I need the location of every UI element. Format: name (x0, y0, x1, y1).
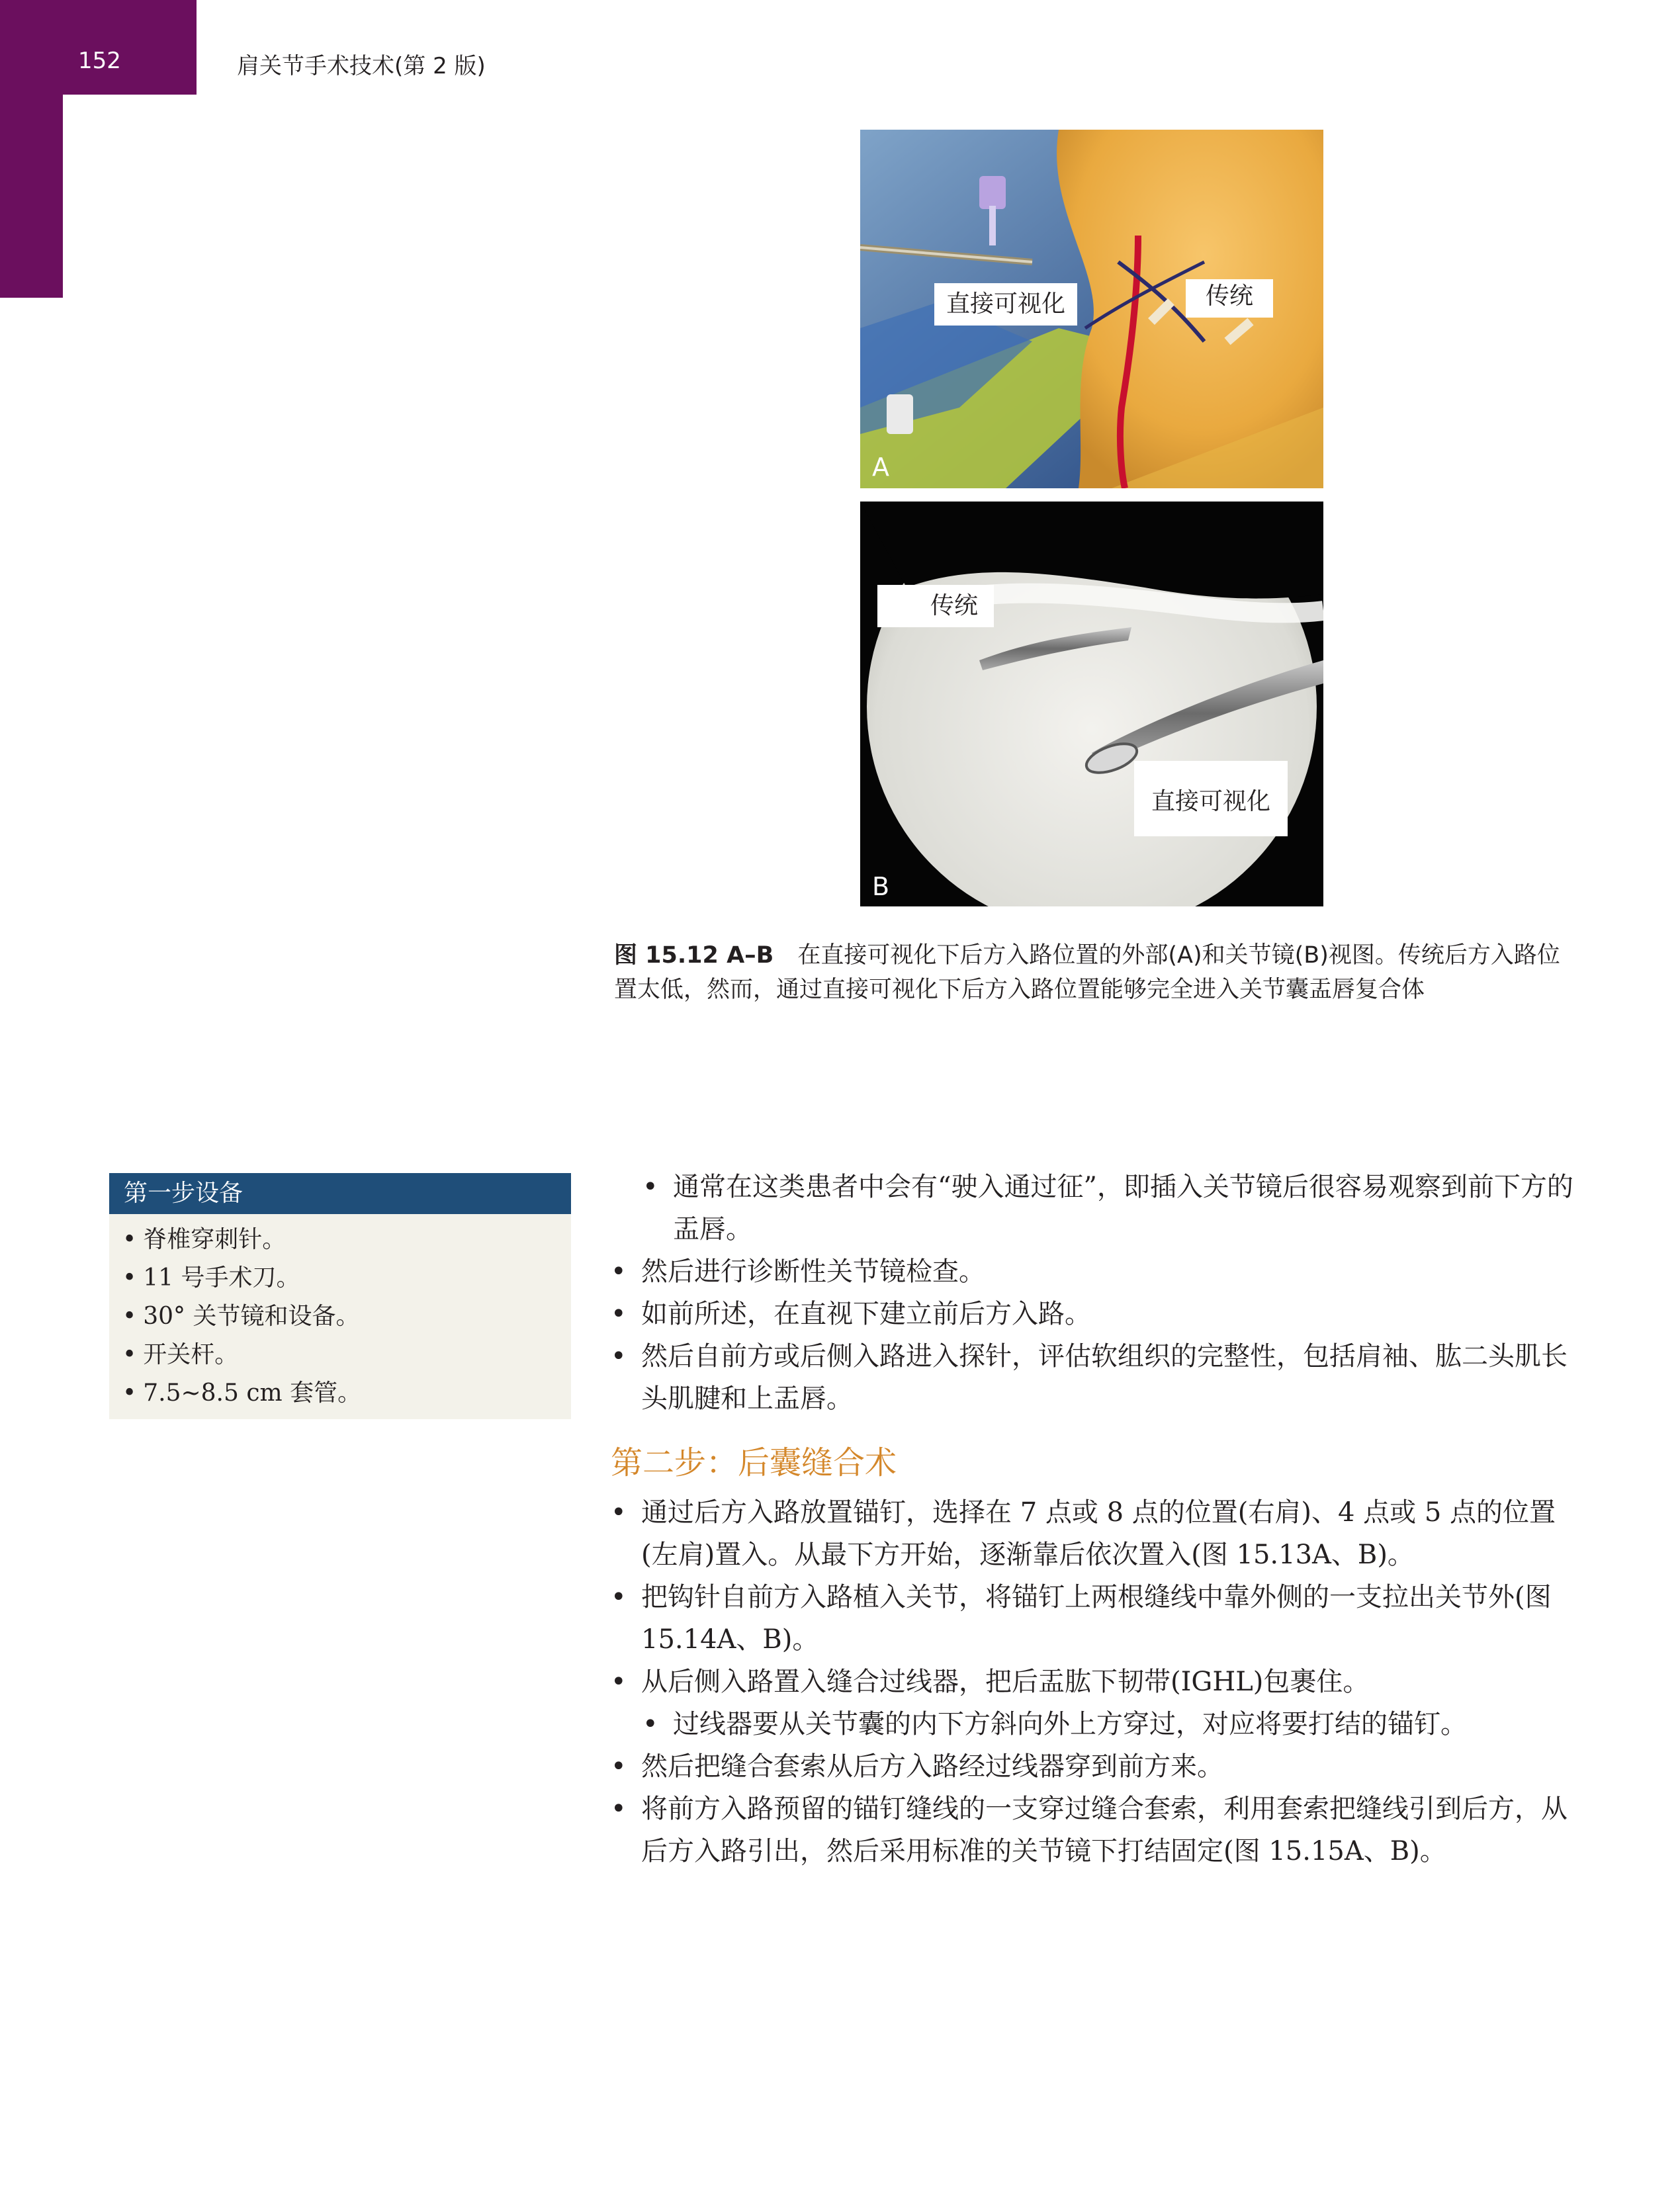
list-item: • 把钩针自前方入路植入关节，将锚钉上两根缝线中靠外侧的一支拉出关节外(图 15.14A、B)。 (605, 1576, 1578, 1661)
body-text (605, 1166, 1578, 1872)
label-direct-visualization: 直接可视化 (934, 283, 1077, 326)
panel-letter-b: B (872, 872, 890, 901)
label-traditional: 传统 (1186, 279, 1273, 318)
list-item: • 然后自前方或后侧入路进入探针，评估软组织的完整性，包括肩袖、肱二头肌长头肌腱和上盂唇。 (605, 1335, 1578, 1420)
arthroscopic-view-illustration (860, 502, 1323, 906)
figure-photo-b (860, 502, 1323, 906)
list-item: • 将前方入路预留的锚钉缝线的一支穿过缝合套索，利用套索把缝线引到后方，从后方入路引出，然后采用标准的关节镜下打结固定(图 15.15A、B)。 (605, 1788, 1578, 1872)
list-item: • 然后进行诊断性关节镜检查。 (605, 1250, 1578, 1293)
list-item: • 从后侧入路置入缝合过线器，把后盂肱下韧带(IGHL)包裹住。 (605, 1661, 1578, 1703)
panel-letter-a: A (872, 453, 889, 482)
equipment-item: • 11 号手术刀。 (122, 1259, 571, 1297)
list-item: • 然后把缝合套索从后方入路经过线器穿到前方来。 (605, 1745, 1578, 1788)
section-heading: 第二步：后囊缝合术 (611, 1444, 897, 1481)
list-item: • 如前所述，在直视下建立前后方入路。 (605, 1293, 1578, 1335)
running-title: 肩关节手术技术(第 2 版) (237, 53, 486, 79)
equipment-item: • 脊椎穿刺针。 (122, 1221, 571, 1259)
figure-caption (614, 938, 1573, 1007)
figure-photo-a (860, 130, 1323, 488)
equipment-item: • 7.5~8.5 cm 套管。 (122, 1374, 571, 1413)
equipment-list (109, 1214, 571, 1413)
equipment-item: • 30° 关节镜和设备。 (122, 1297, 571, 1336)
sidebar-title: 第一步设备 (109, 1173, 571, 1214)
caption-text: 在直接可视化下后方入路位置的外部(A)和关节镜(B)视图。传统后方入路位置太低，然而，通过直接可视化下后方入路位置能够完全进入关节囊盂唇复合体 (614, 942, 1560, 1003)
list-item: • 过线器要从关节囊的内下方斜向外上方穿过，对应将要打结的锚钉。 (637, 1703, 1578, 1745)
label-traditional: 传统 (877, 585, 994, 627)
page-number: 152 (78, 48, 121, 74)
chapter-tab-strip (0, 0, 63, 298)
equipment-sidebar (109, 1173, 571, 1419)
equipment-item: • 开关杆。 (122, 1336, 571, 1374)
list-item: • 通过后方入路放置锚钉，选择在 7 点或 8 点的位置(右肩)、4 点或 5 点的位置(左肩)置入。从最下方开始，逐渐靠后依次置入(图 15.13A、B)。 (605, 1491, 1578, 1576)
list-item: • 通常在这类患者中会有“驶入通过征”，即插入关节镜后很容易观察到前下方的盂唇。 (637, 1166, 1578, 1250)
caption-label: 图 15.12 A–B (614, 942, 774, 969)
label-direct-visualization: 直接可视化 (1134, 761, 1288, 836)
